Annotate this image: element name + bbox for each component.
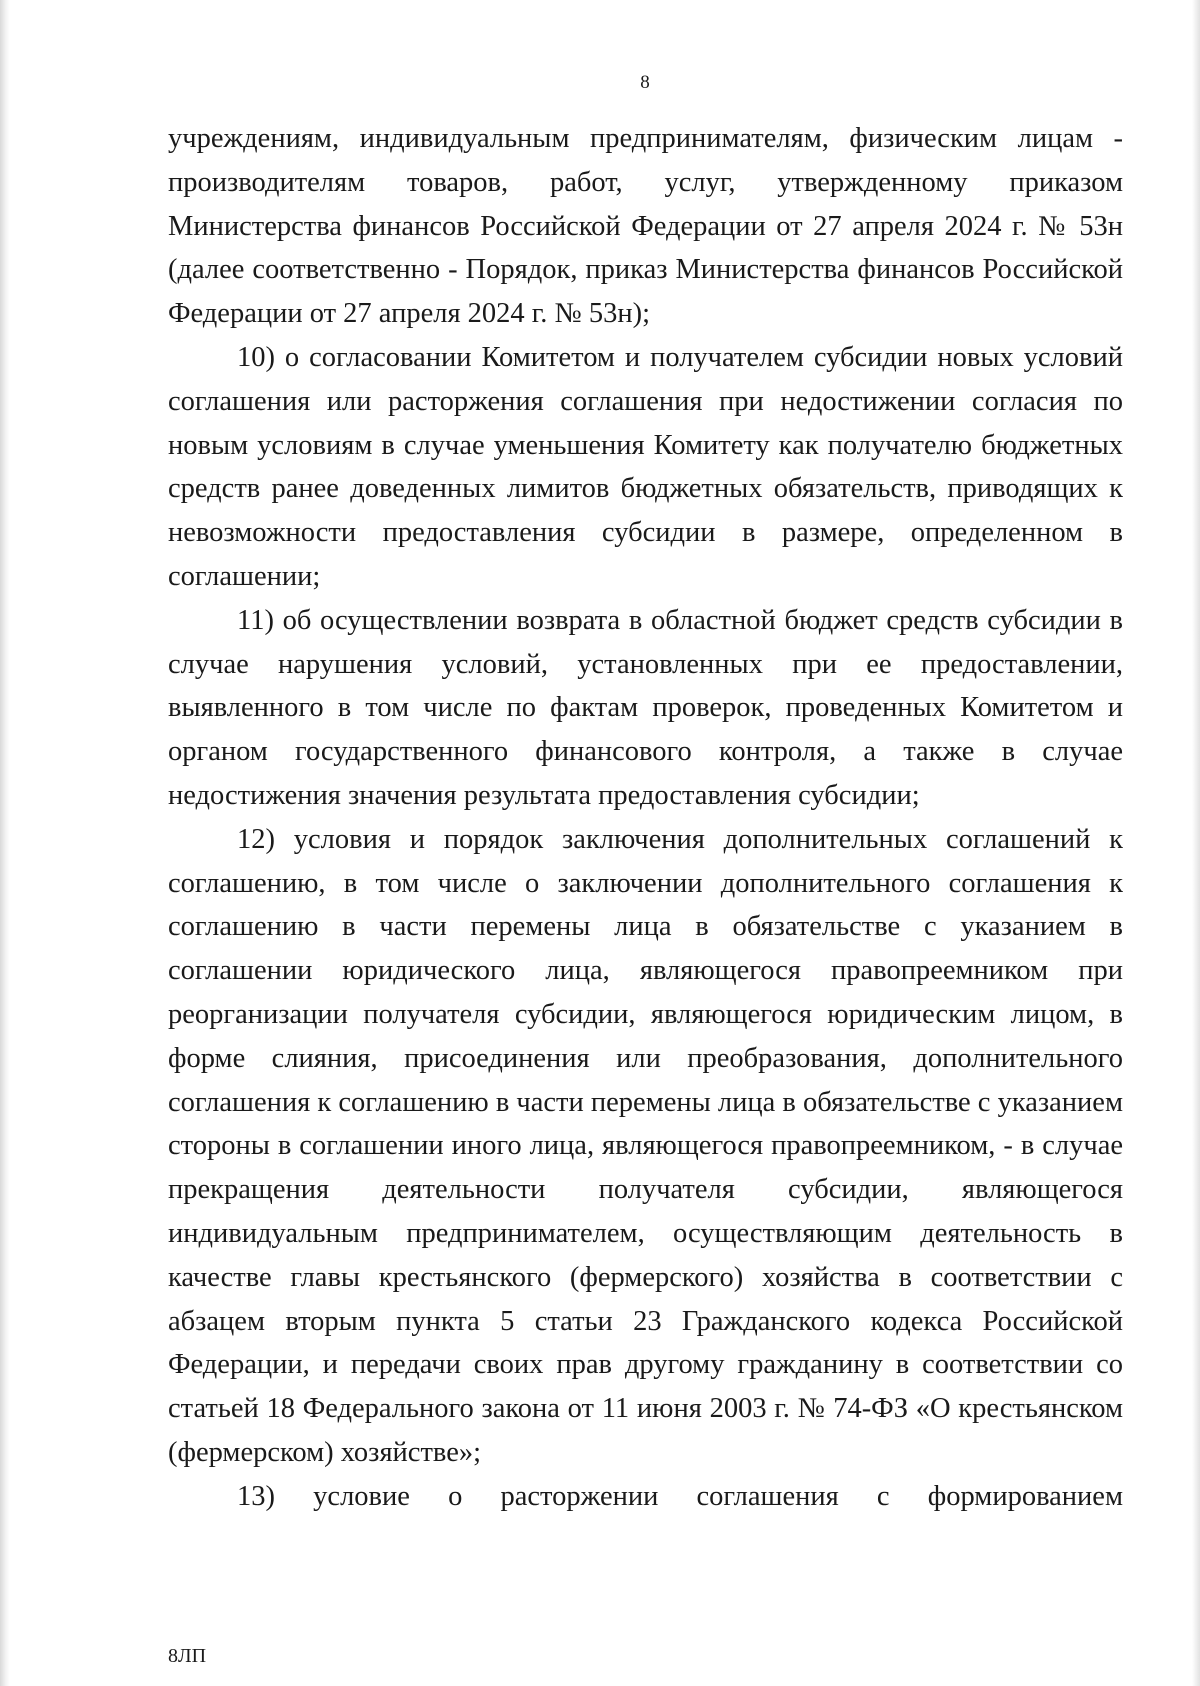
footer-document-code: 8ЛП: [168, 1645, 207, 1667]
paragraph-item-10: 10) о согласовании Комитетом и получателем субсидии новых условий соглашения или расторжения соглашения при недостижении согласия по новым условиям в случае уменьшения Комитету как получателю бюджетных средств ранее доведенных лимитов бюджетных обязательств, приводящих к невозможности предоставления субсидии в размере, определенном в соглашении;: [168, 341, 1123, 592]
paragraph-item-11: 11) об осуществлении возврата в областной бюджет средств субсидии в случае нарушения условий, установленных при ее предоставлении, выявленного в том числе по фактам проверок, проведенных Комитетом и органом государственного финансового контроля, а также в случае недостижения значения результата предоставления субсидии;: [168, 604, 1123, 811]
scan-edge-left: [0, 0, 10, 1686]
document-body: [168, 117, 1123, 1519]
page-number: 8: [640, 72, 650, 93]
paragraph-item-13: 13) условие о расторжении соглашения с формированием: [237, 1480, 1123, 1512]
scan-edge-right: [1192, 0, 1200, 1686]
paragraph-continuation: учреждениям, индивидуальным предпринимателям, физическим лицам - производителям товаров, работ, услуг, утвержденному приказом Министерства финансов Российской Федерации от 27 апреля 2024 г. № 53н (далее соответственно - Порядок, приказ Министерства финансов Российской Федерации от 27 апреля 2024 г. № 53н);: [168, 123, 1123, 330]
paragraph-item-12: 12) условия и порядок заключения дополнительных соглашений к соглашению, в том числе о заключении дополнительного соглашения к соглашению в части перемены лица в обязательстве с указанием в соглашении юридического лица, являющегося правопреемником при реорганизации получателя субсидии, являющегося юридическим лицом, в форме слияния, присоединения или преобразования, дополнительного соглашения к соглашению в части перемены лица в обязательстве с указанием стороны в соглашении иного лица, являющегося правопреемником, - в случае прекращения деятельности получателя субсидии, являющегося индивидуальным предпринимателем, осуществляющим деятельность в качестве главы крестьянского (фермерского) хозяйства в соответствии с абзацем вторым пункта 5 статьи 23 Гражданского кодекса Российской Федерации, и передачи своих прав другому гражданину в соответствии со статьей 18 Федерального закона от 11 июня 2003 г. № 74-ФЗ «О крестьянском (фермерском) хозяйстве»;: [168, 823, 1123, 1468]
